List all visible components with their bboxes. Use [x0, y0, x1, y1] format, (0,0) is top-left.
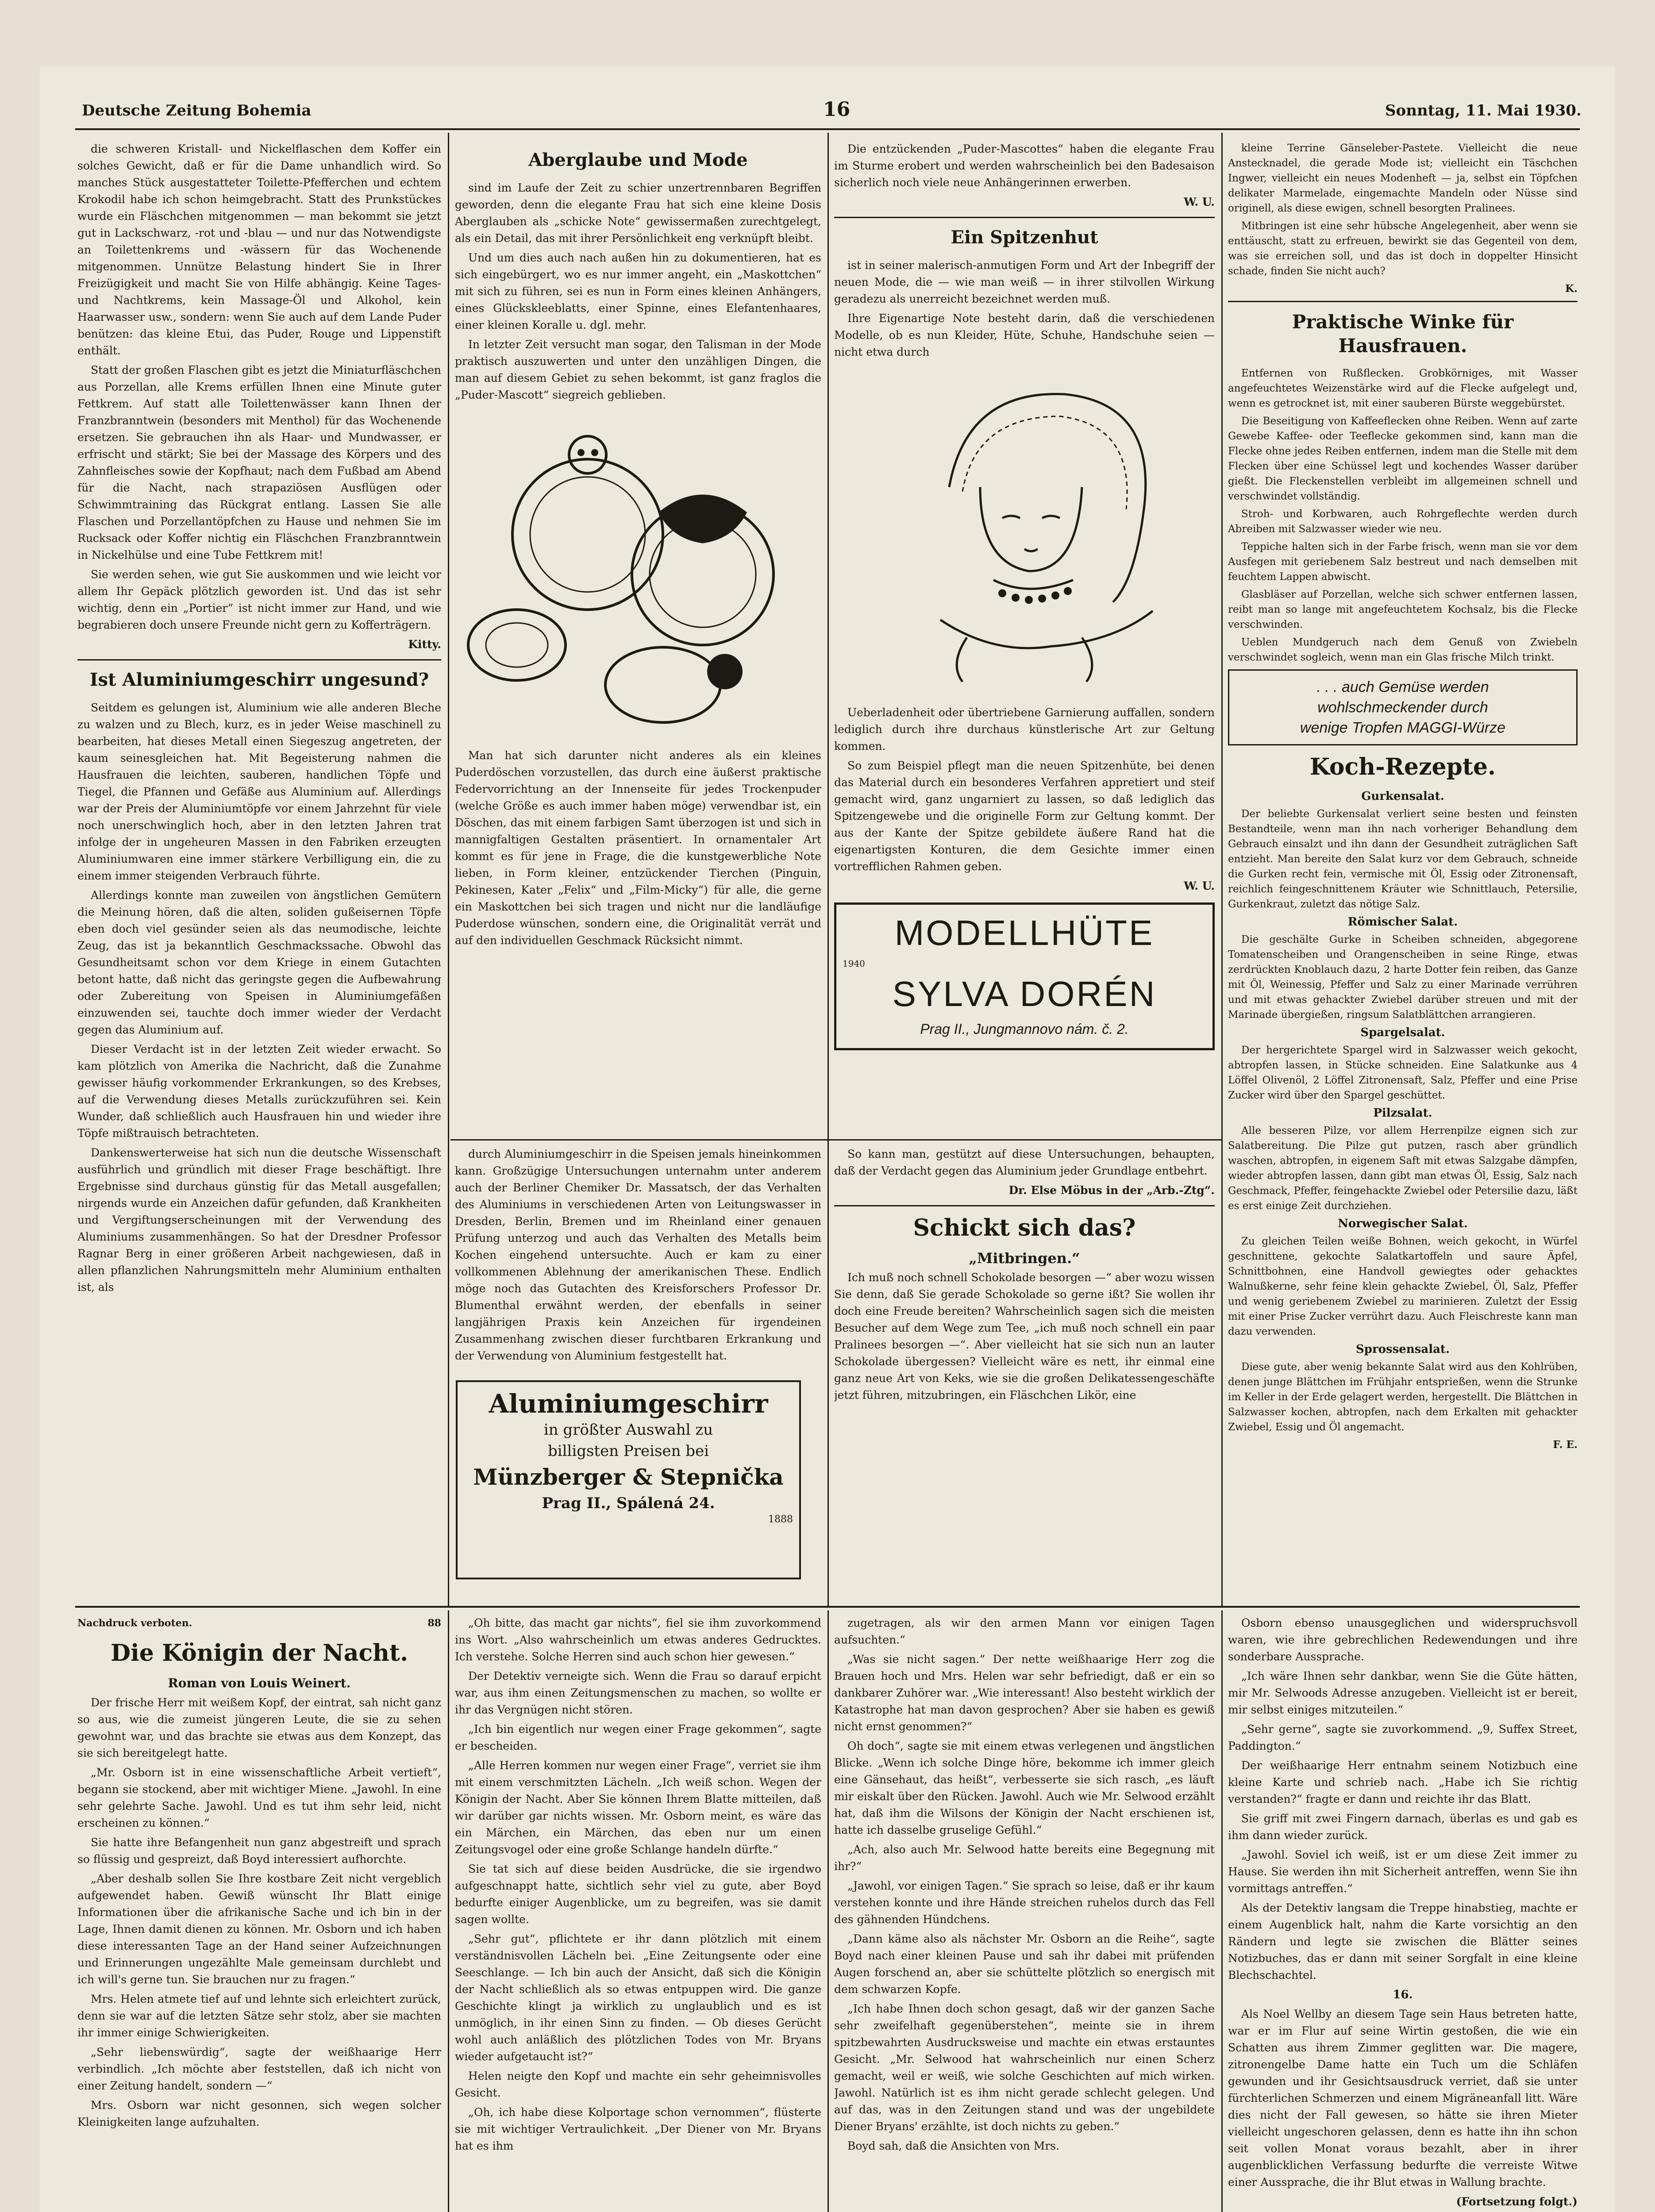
- paragraph: „Ich habe Ihnen doch schon gesagt, daß wir der ganzen Sache sehr zweifelhaft gegenüberstehen“, meinte sie in ihrem spitzbewahrten Ausdrucksweise und machte ein etwas erstauntes Gesicht. „Mr. Selwood hat wahrscheinlich nur einen Scherz gemacht, weil er weiß, wie solche Geschichten auf mich wirken. Jawohl. Natürlich ist es ihm nicht gerade schlecht gelegen. Und auf das, was in den Zeitungen stand und was der ungebildete Diener Bryans' erzählte, ist doch nichts zu geben.“: [834, 2002, 1215, 2133]
- recipe-text: Der hergerichtete Spargel wird in Salzwasser weich gekocht, abtropfen lassen, in Stücke schneiden. Eine Salatkunke aus 4 Löffel Olivenöl, 2 Löffel Zitronensaft, Salz, Pfeffer und eine Prise Zucker wird über den Spargel geschüttet.: [1228, 1045, 1578, 1101]
- article-title-spitzenhut: Ein Spitzenhut: [951, 227, 1098, 248]
- article-title-aberglaube: Aberglaube und Mode: [528, 150, 748, 170]
- modellhute-advertisement: [834, 902, 1215, 1050]
- header-rule: [75, 128, 1580, 130]
- maggi-line: wenige Tropfen MAGGI-Würze: [1300, 719, 1506, 736]
- column-rule: [448, 133, 449, 1606]
- divider: [834, 1205, 1215, 1206]
- maggi-advertisement: [1228, 669, 1578, 745]
- signature: Kitty.: [408, 638, 441, 651]
- ad-line: in größter Auswahl zu: [543, 1421, 713, 1439]
- paragraph: Die entzückenden „Puder-Mascottes“ haben die elegante Frau im Sturme erobert und werden wahrscheinlich bei den Badesaison sicherlich noch viele neue Anhängerinnen erwerben.: [834, 142, 1215, 189]
- novel-column-2: [455, 1615, 821, 2212]
- installment-number: 88: [427, 1617, 441, 1629]
- paragraph: Ihre Eigenartige Note besteht darin, daß die verschiedenen Modelle, ob es nun Kleider, Hüte, Schuhe, Handschuhe seien — nicht etwa durch: [834, 312, 1215, 358]
- paragraph: Sie werden sehen, wie gut Sie auskommen und wie leicht vor allem Ihr Gepäck plötzlich geworden ist. Und das ist sehr wichtig, denn ein „Portier“ ist nicht immer zur Hand, und wie begrabieren doch unsere Freunde nicht gern zu Kofferträgern.: [77, 568, 441, 631]
- paragraph: „Jawohl, vor einigen Tagen.“ Sie sprach so leise, daß er ihr kaum verstehen konnte und ihre Hände streichen ruhelos durch das Fell des gähnenden Hündchens.: [834, 1879, 1215, 1926]
- paragraph: Ich muß noch schnell Schokolade besorgen —“ aber wozu wissen Sie denn, daß Sie gerade Schokolade so gerne ißt? Sie wollen ihr doch eine Freude bereiten? Wahrscheinlich sagen sich die meisten Besucher auf dem Wege zum Tee, „ich muß noch schnell ein paar Pralinees besorgen —“. Aber vielleicht hat sie sich nun an lauter Schokolade übergessen? Vielleicht wäre es nett, ihr einmal eine ganz neue Art von Keks, wie sie die großen Delikatessengeschäfte jetzt führen, mitzubringen, ein Fläschchen Likör, eine: [834, 1271, 1215, 1402]
- paragraph: „Oh, ich habe diese Kolportage schon vernommen“, flüsterte sie mit wichtiger Vertraulichkeit. „Der Diener von Mr. Bryans hat es ihm: [455, 2106, 821, 2152]
- paragraph: „Sehr gerne“, sagte sie zuvorkommend. „9, Suffex Street, Paddington.“: [1228, 1723, 1578, 1752]
- novel-title: Die Königin der Nacht.: [110, 1640, 408, 1667]
- signature: K.: [1565, 283, 1578, 295]
- paragraph: Allerdings konnte man zuweilen von ängstlichen Gemütern die Meinung hören, daß die alten, soliden gußeisernen Töpfe eben doch viel gesünder seien als das neumodische, leichte Zeug, das ist ja bekanntlich Geschmackssache. Obwohl das Gesundheitsamt schon vor dem Kriege in einem Gutachten betont hatte, daß nicht das geringste gegen die Aufbewahrung oder Zubereitung von Speisen in Aluminiumgefäßen einzuwenden sei, tauchte doch immer wieder der Verdacht gegen das Aluminium auf.: [77, 889, 441, 1036]
- article-title-schickt: Schickt sich das?: [913, 1214, 1136, 1241]
- paragraph: Osborn ebenso unausgeglichen und widerspruchsvoll waren, wie ihre gebrechlichen Redewendungen und ihre sonderbare Aussprache.: [1228, 1617, 1578, 1663]
- recipe-text: Der beliebte Gurkensalat verliert seine besten und feinsten Bestandteile, wenn man ihn nach vorheriger Behandlung dem Gebrauch einsalzt und ihn dann der Gesundheit zuträglichen Saft entzieht. Man bereite den Salat kurz vor dem Gebrauch, schneide die Gurken recht fein, vermische mit Öl, Essig oder Zitronensaft, reichlich feingeschnittenem Kräuter wie Schnittlauch, Petersilie, Gurkenkraut, zuletzt das nötige Salz.: [1228, 808, 1578, 910]
- signature: Dr. Else Möbus in der „Arb.-Ztg“.: [1008, 1184, 1215, 1197]
- maggi-line: wohlschmeckender durch: [1317, 699, 1488, 716]
- paragraph: Mrs. Osborn war nicht gesonnen, sich wegen solcher Kleinigkeiten lange aufzuhalten.: [77, 2099, 441, 2128]
- continuation-note: (Fortsetzung folgt.): [1456, 2195, 1578, 2208]
- article-subtitle: „Mitbringen.“: [969, 1250, 1080, 1267]
- paragraph: Mrs. Helen atmete tief auf und lehnte sich erleichtert zurück, denn sie war auf die letzten Sätze sehr stolz, aber sie machten ihr immer einige Schwierigkeiten.: [77, 1993, 441, 2039]
- recipe-name: Pilzsalat.: [1373, 1106, 1432, 1120]
- page-number: 16: [823, 98, 851, 121]
- recipe-text: Zu gleichen Teilen weiße Bohnen, weich gekocht, in Würfel geschnittene, gekochte Salatkartoffeln und saure Äpfel, Schnittbohnen, eine Handvoll gewiegtes oder gehacktes Walnußkerne, sehr feine klein gehackte Zwiebel, Öl, Salz, Pfeffer und wenig geriebenem Zwiebel zu marinieren. Zuletzt der Essig mit einer Prise Zucker verrührt dazu. Auch Fleischreste kann man dazu verwenden.: [1228, 1236, 1578, 1337]
- recipe-name: Gurkensalat.: [1361, 790, 1444, 803]
- paragraph: Mitbringen ist eine sehr hübsche Angelegenheit, aber wenn sie enttäuscht, statt zu erfreuen, bewirkt sie das Gegenteil von dem, was sie erreichen soll, und das ist doch in doppelter Hinsicht schade, finden Sie nicht auch?: [1228, 220, 1578, 277]
- signature: W. U.: [1184, 196, 1215, 208]
- paragraph: zugetragen, als wir den armen Mann vor einigen Tagen aufsuchten.“: [834, 1617, 1215, 1646]
- paragraph: So zum Beispiel pflegt man die neuen Spitzenhüte, bei denen das Material durch ein besonderes Verfahren appretiert und steif gemacht wird, ganz ungarniert zu lassen, so daß lediglich das Spitzengewebe und die originelle Form zur Geltung kommt. Der aus der Kante der Spitze gebildete äußere Rand hat die eigenartigsten Konturen, die dem Gesichte immer einen vortrefflichen Rahmen geben.: [834, 759, 1215, 873]
- paragraph: sind im Laufe der Zeit zu schier unzertrennbaren Begriffen geworden, denn die elegante Frau hat sich eine kleine Dosis Aberglauben als „schicke Note“ gewissermaßen zurechtgelegt, als ein Detail, das mit ihrer Persönlichkeit eng verknüpft bleibt.: [455, 181, 821, 245]
- recipe-text: Diese gute, aber wenig bekannte Salat wird aus den Kohlrüben, denen junge Blättchen im Frühjahr entsprießen, wenn die Strunke im Keller in der Erde gelagert werden, hergestellt. Die Blättchen in Salzwasser kochen, abtropfen, nach dem Erkalten mit gehackter Zwiebel, Essig und Öl angemacht.: [1228, 1361, 1578, 1433]
- column-rule: [1221, 1610, 1223, 2212]
- recipe-name: Römischer Salat.: [1347, 915, 1458, 929]
- novel-column-4: [1228, 1615, 1578, 2212]
- column-3: [834, 141, 1215, 1134]
- article-title-aluminium: Ist Aluminiumgeschirr ungesund?: [89, 669, 429, 690]
- paragraph: „Dann käme also als nächster Mr. Osborn an die Reihe“, sagte Boyd nach einer kleinen Pause und sah ihr dabei mit prüfenden Augen forschend an, aber sie schüttelte plötzlich so energisch mit dem schwarzen Kopfe.: [834, 1932, 1215, 1996]
- aluminium-continuation: [455, 1146, 821, 1411]
- reprint-notice: Nachdruck verboten.: [77, 1617, 192, 1629]
- paragraph: die schweren Kristall- und Nickelflaschen dem Koffer ein solches Gewicht, daß er für die Dame unhandlich wird. So manches Stück ausgestatteter Toilette-Pfefferchen und echtem Krokodil habe ich schon heimgebracht. Statt des Prunkstückes wurde ein Fläschchen mitgenommen — man bekommt sie jetzt gut in Lackschwarz, -rot und -blau — und nur das Notwendigste an Toilettenkrems und -wässern für das Wochenende mitgenommen. Unnütze Belastung hindert Sie in Ihrer Freizügigkeit und macht Sie von Hilfe abhängig. Keine Tages- und Nachtkrems, kein Massage-Öl und Alkohol, kein Haarwasser usw., sondern: wenn Sie auch auf dem Lande Puder benützen: das kleine Etui, das Puder, Rouge und Lippenstift enthält.: [77, 142, 441, 357]
- paragraph: durch Aluminiumgeschirr in die Speisen jemals hineinkommen kann. Großzügige Untersuchungen unternahm unter anderem auch der Berliner Chemiker Dr. Massatsch, der das Verhalten des Aluminiums in verschiedenen Arten von Leitungswasser in Dresden, Berlin, Bremen und im Rheinland einer genauen Prüfung unterzog und auch das Verhalten des Metalls beim Kochen eingehend untersuchte. Auch er kam zu einer vollkommenen Ablehnung der amerikanischen These. Endlich möge noch das Gutachten des Kreisforschers Professor Dr. Blumenthal erwähnt werden, der ebenfalls in seiner langjährigen Praxis kein Anzeichen für irgendeinen Zusammenhang zwischen dieser furchtbaren Erkrankung und der Verwendung von Aluminium festgestellt hat.: [455, 1148, 821, 1362]
- paragraph: Sie tat sich auf diese beiden Ausdrücke, die sie irgendwo aufgeschnappt hatte, sichtlich sehr viel zu gute, aber Boyd bedurfte einiger Augenblicke, um zu begreifen, was sie damit sagen wollte.: [455, 1863, 821, 1926]
- paragraph: Man hat sich darunter nicht anderes als ein kleines Puderdöschen vorzustellen, das durch eine äußerst praktische Federvorrichtung an der Innenseite für jedes Trockenpuder (welche Größe es auch immer haben möge) verwendbar ist, ein Döschen, das mit einem farbigen Samt überzogen ist und sich in mannigfaltigen Gestalten präsentiert. In ornamentaler Art kommt es für jene in Frage, die die kunstgewerbliche Note lieben, in Form kleiner, entzückender Tierchen (Pinguin, Pekinesen, Kater „Felix“ und „Film-Micky“) für alle, die gerne ein Maskottchen bei sich tragen und nicht nur die landläufige Puderdose wünschen, sondern eine, die Originalität verrät und auf den individuellen Geschmack Rücksicht nimmt.: [455, 749, 821, 947]
- novel-divider: [75, 1606, 1580, 1608]
- ad-address: Prag II., Spálená 24.: [542, 1494, 715, 1512]
- paragraph: „Alle Herren kommen nur wegen einer Frage“, verriet sie ihm mit einem verschmitzten Lächeln. „Ich weiß schon. Wegen der Königin der Nacht. Aber Sie können Ihrem Blatte mitteilen, daß wir darüber gar nichts wissen. Mr. Osborn meint, es wäre das ein Märchen, ein Märchen, das eben nur um einen Zeitungsvogel oder eine große Schlange handeln dürfte.“: [455, 1759, 821, 1856]
- paragraph: „Ich bin eigentlich nur wegen einer Frage gekommen“, sagte er bescheiden.: [455, 1723, 821, 1752]
- paragraph: „Sehr gut“, pflichtete er ihr dann plötzlich mit einem verständnisvollen Lächeln bei. „Eine Zeitungsente oder eine Seeschlange. — Ich bin auch der Ansicht, daß sich die Königin der Nacht schließlich als so etwas entpuppen wird. Die ganze Geschichte klingt ja wirklich zu unglaublich und es ist unmöglich, in ihr einen Sinn zu finden. — Ob dieses Gerücht wohl auch anläßlich des plötzlichen Todes von Mr. Bryans wieder aufgetaucht ist?“: [455, 1932, 821, 2063]
- divider: [77, 659, 441, 661]
- paragraph: ist in seiner malerisch-anmutigen Form und Art der Inbegriff der neuen Mode, die — wie man weiß — in ihrer stilvollen Wirkung geradezu als unerreicht bezeichnet werden muß.: [834, 259, 1215, 305]
- paragraph: Dankenswerterweise hat sich nun die deutsche Wissenschaft ausführlich und gründlich mit dieser Frage beschäftigt. Ihre Ergebnisse sind durchaus günstig für das Metall ausgefallen; nirgends wurde ein Anzeichen dafür gefunden, daß Krankheiten und Vergiftungserscheinungen mit der Verwendung des Aluminiums zusammenhängen. So hat der Dresdner Professor Ragnar Berg in einer größeren Arbeit nachgewiesen, daß in allen pflanzlichen Nahrungsmitteln mehr Aluminium enthalten ist, als: [77, 1146, 441, 1294]
- divider: [834, 217, 1215, 218]
- novel-column-3: [834, 1615, 1215, 2212]
- tip: Ueblen Mundgeruch nach dem Genuß von Zwiebeln verschwindet sogleich, wenn man ein Glas frische Milch trinkt.: [1228, 637, 1578, 663]
- column-1: [77, 141, 441, 1601]
- signature: F. E.: [1553, 1439, 1578, 1451]
- recipe-name: Sprossensalat.: [1356, 1343, 1450, 1356]
- paragraph: Der frische Herr mit weißem Kopf, der eintrat, sah nicht ganz so aus, wie die zumeist jüngeren Leute, die sie zu sehen gewohnt war, und das brachte sie etwas aus dem Konzept, das sie sich bereitgelegt hatte.: [77, 1696, 441, 1759]
- ad-headline: MODELLHÜTE: [894, 913, 1155, 952]
- ad-line: billigsten Preisen bei: [547, 1442, 709, 1460]
- paragraph: „Was sie nicht sagen.“ Der nette weißhaarige Herr zog die Brauen hoch und Mrs. Helen war sehr befriedigt, daß er ein so dankbarer Zuhörer war. „Wie interessant! Also besteht wirklich der Katastrophe hat man davon gesprochen? Aber sie haben es gewiß nicht ernst genommen?“: [834, 1653, 1215, 1733]
- paragraph: kleine Terrine Gänseleber-Pastete. Vielleicht die neue Anstecknadel, die gerade Mode ist; vielleicht ein Täschchen Ingwer, vielleicht ein neues Modenheft — ja, selbst ein Töpfchen delikater Marmelade, eingemachte Mandeln oder Nüsse sind originell, als diese ewigen, schnell besorgten Pralinees.: [1228, 142, 1578, 214]
- article-title-winke: Praktische Winke für Hausfrauen.: [1292, 311, 1514, 357]
- paragraph: Boyd sah, daß die Ansichten von Mrs.: [847, 2139, 1060, 2152]
- column-rule: [1221, 133, 1223, 1606]
- paragraph: Ueberladenheit oder übertriebene Garnierung auffallen, sondern lediglich durch ihre durchaus künstlerische Art zur Geltung kommen.: [834, 706, 1215, 753]
- paragraph: So kann man, gestützt auf diese Untersuchungen, behaupten, daß der Verdacht gegen das Aluminium jeder Grundlage entbehrt.: [834, 1148, 1215, 1177]
- paragraph: Statt der großen Flaschen gibt es jetzt die Miniaturfläschchen aus Porzellan, alle Krems erfüllen Ihnen eine Minute guter Fettkrem. Auf statt alle Toilettenwässer kann Ihnen der Franzbranntwein (besonders mit Menthol) für das Wochenende ersetzen. Sie gebrauchen ihn als Haar- und Mundwasser, er erfrischt und stärkt; Sie bei der Massage des Körpers und des Zahnfleisches sowie der Kopfhaut; nach dem Fußbad am Abend für die Nacht, nach strapaziösen Ausflügen oder Schwimmtraining das Rückgrat entlang. Lassen Sie alle Flaschen und Porzellantöpfchen zu Hause und nehmen Sie im Rucksack oder Koffer nichtig ein Fläschchen Franzbranntwein in Nickelhülse und eine Tube Fettkrem mit!: [77, 364, 441, 561]
- paragraph: Sie griff mit zwei Fingern darnach, überlas es und gab es ihm dann wieder zurück.: [1228, 1812, 1578, 1842]
- maggi-line: . . . auch Gemüse werden: [1316, 679, 1489, 695]
- column-3-lower: [834, 1146, 1215, 1601]
- paragraph: Helen neigte den Kopf und machte ein sehr geheimnisvolles Gesicht.: [455, 2070, 821, 2099]
- column-2: [455, 141, 821, 1134]
- paragraph: In letzter Zeit versucht man sogar, den Talisman in der Mode praktisch auszuwerten und unter den unzähligen Dingen, die man auf diesem Gebiet zu sehen bekommt, ist ganz fraglos die „Puder-Mascott“ siegreich geblieben.: [455, 338, 821, 401]
- paragraph: „Jawohl. Soviel ich weiß, ist er um diese Zeit immer zu Hause. Sie werden ihn mit Sicherheit antreffen, wenn Sie ihn vormittags antreffen.“: [1228, 1848, 1578, 1895]
- paragraph: Als Noel Wellby an diesem Tage sein Haus betreten hatte, war er im Flur auf seine Wirtin gestoßen, die wie ein Schatten aus ihrem Zimmer geglitten war. Die magere, zitronengelbe Dame hatte ein Tuch um die Schläfen gewunden und ihr Gesichtsausdruck verriet, daß sie unter fürchterlichen Schmerzen und einem Migräneanfall litt. Wäre dies nicht der Fall gewesen, so hätte sie ihren Mieter vielleicht ungeschoren gelassen, denn es hatte ihn ihn schon seit vollen Monat voraus bezahlt, aber in ihrer augenblicklichen Verfassung bedurfte die verreiste Witwe einer Aussprache, die ihr Blut etwas in Wallung brachte.: [1228, 2008, 1578, 2189]
- column-rule: [448, 1610, 449, 2212]
- tip: Stroh- und Korbwaren, auch Rohrgeflechte werden durch Abreiben mit Salzwasser wieder wie neu.: [1228, 508, 1578, 535]
- column-4: [1228, 141, 1578, 1601]
- divider: [1228, 301, 1578, 302]
- paragraph: „Ich wäre Ihnen sehr dankbar, wenn Sie die Güte hätten, mir Mr. Selwoods Adresse anzugeben. Vielleicht ist er bereit, mir selbst einiges mitzuteilen.“: [1228, 1670, 1578, 1716]
- lace-hat-illustration: [834, 372, 1215, 691]
- paragraph: Seitdem es gelungen ist, Aluminium wie alle anderen Bleche zu walzen und zu Blech, kurz, es in jeder Weise maschinell zu bearbeiten, hat dieses Metall einen Siegeszug angetreten, der kaum seinesgleichen hat. Mit Begeisterung nahmen die Hausfrauen die leichten, sauberen, handlichen Töpfe und Tiegel, die Pfannen und Gefäße aus Aluminium auf. Allerdings war der Preis der Aluminiumtöpfe vor einem Jahrzehnt für viele noch unerschwinglich hoch, aber in den letzten Jahren trat infolge der in ungeheuren Massen in den Fabriken erzeugten Aluminiumwaren eine immer stärkere Verbilligung ein, die zu einem immer steigenden Verbrauch führte.: [77, 701, 441, 882]
- aluminium-advertisement: [456, 1380, 801, 1579]
- tip: Die Beseitigung von Kaffeeflecken ohne Reiben. Wenn auf zarte Gewebe Kaffee- oder Teeflecke gekommen sind, kann man die Flecke ohne jedes Reiben entfernen, indem man die Stelle mit dem Flecken über eine Schüssel legt und kochendes Wasser darüber gießt. Die Fleckenstellen verbleibt im allgemeinen schnell und verschwindet vollständig.: [1228, 415, 1578, 502]
- paragraph: „Mr. Osborn ist in eine wissenschaftliche Arbeit vertieft“, begann sie stockend, aber mit wichtiger Miene. „Jawohl. In eine sehr gelehrte Sache. Jawohl. Und es tut ihm sehr leid, nicht erscheinen zu können.“: [77, 1766, 441, 1829]
- masthead-left: Deutsche Zeitung Bohemia: [82, 102, 312, 119]
- signature: W. U.: [1184, 879, 1215, 892]
- column-rule: [828, 1610, 829, 2212]
- ad-code: 1888: [768, 1514, 793, 1525]
- article-title-rezepte: Koch-Rezepte.: [1309, 753, 1496, 780]
- paragraph: Und um dies auch nach außen hin zu dokumentieren, hat es sich eingebürgert, wo es nur immer angeht, ein „Maskottchen“ mit sich zu führen, sei es nun in Form eines kleinen Anhängers, eines Glückskleeblatts, einer Spinne, eines Elefantenhaares, einer kleinen Koralle u. dgl. mehr.: [455, 251, 821, 331]
- column-rule: [828, 133, 829, 1606]
- paragraph: Sie hatte ihre Befangenheit nun ganz abgestreift und sprach so flüssig und gespreizt, daß Boyd interessiert aufhorchte.: [77, 1836, 441, 1866]
- recipe-name: Norwegischer Salat.: [1338, 1217, 1468, 1230]
- paragraph: Der weißhaarige Herr entnahm seinem Notizbuch eine kleine Karte und schrieb nach. „Habe ich Sie richtig verstanden?“ fragte er dann und reichte ihr das Blatt.: [1228, 1759, 1578, 1805]
- chapter-number: 16.: [1393, 1988, 1413, 2001]
- paragraph: „Aber deshalb sollen Sie Ihre kostbare Zeit nicht vergeblich aufgewendet haben. Gewiß wünscht Ihr Blatt einige Informationen über die afrikanische Sache und ich bin in der Lage, Ihnen damit dienen zu können. Mr. Osborn und ich haben diese interessanten Tage an der Hand seiner Aufzeichnungen und Erinnerungen ungezählte Male gemeinsam durchlebt und ich will's gerne tun. Sie brauchen nur zu fragen.“: [77, 1872, 441, 1986]
- paragraph: „Oh bitte, das macht gar nichts“, fiel sie ihm zuvorkommend ins Wort. „Also wahrscheinlich um etwas anderes Gedrucktes. Ich verstehe. Solche Herren sind auch schon hier gewesen.“: [455, 1617, 821, 1663]
- paragraph: „Ach, also auch Mr. Selwood hatte bereits eine Begegnung mit ihr?“: [834, 1843, 1215, 1873]
- paragraph: Oh doch“, sagte sie mit einem etwas verlegenen und ängstlichen Blicke. „Wenn ich solche Dinge höre, bekomme ich immer gleich eine Gänsehaut, das heißt“, verbesserte sie sich rasch, „es läuft mir eiskalt über den Rücken. Jawohl. Auch wie Mr. Selwood erzählt hat, daß ihm die Wilsons der Königin der Nacht erschienen ist, hatte ich dasselbe gruselige Gefühl.“: [834, 1740, 1215, 1836]
- tip: Glasbläser auf Porzellan, welche sich schwer entfernen lassen, reibt man so lange mit angefeuchtetem Kochsalz, bis die Flecke verschwinden.: [1228, 589, 1578, 630]
- ad-code: 1940: [843, 958, 865, 969]
- recipe-text: Alle besseren Pilze, vor allem Herrenpilze eignen sich zur Salatbereitung. Die Pilze gut putzen, rasch aber gründlich waschen, abtropfen, in eigenem Saft mit etwas Salzgabe dämpfen, wieder abtropfen lassen, dann gibt man etwas Öl, Essig, Salz nach Geschmack, Pfeffer, feingehackte Zwiebel oder Petersilie dazu, läßt es erst einige Zeit durchziehen.: [1228, 1125, 1578, 1212]
- recipe-name: Spargelsalat.: [1360, 1026, 1445, 1039]
- paragraph: Dieser Verdacht ist in der letzten Zeit wieder erwacht. So kam plötzlich von Amerika die Nachricht, daß die Zunahme gewisser häufig vorkommender Erkrankungen, so des Krebses, auf die Verwendung dieses Metalls zurückzuführen sei. Kein Wunder, daß schließlich auch Hausfrauen hin und wieder ihre Töpfe mißtrauisch betrachteten.: [77, 1043, 441, 1140]
- ad-firm: Münzberger & Stepnička: [473, 1464, 784, 1490]
- ad-address: Prag II., Jungmannovo nám. č. 2.: [920, 1021, 1129, 1037]
- paragraph: „Sehr liebenswürdig“, sagte der weißhaarige Herr verbindlich. „Ich möchte aber feststellen, daß ich nicht von einer Zeitung handelt, sondern —“: [77, 2046, 441, 2092]
- ad-headline: Aluminiumgeschirr: [489, 1389, 768, 1419]
- paragraph: Der Detektiv verneigte sich. Wenn die Frau so darauf erpicht war, aus ihm einen Zeitungsmenschen zu machen, so wollte er ihr das Vergnügen nicht stören.: [455, 1670, 821, 1716]
- recipe-text: Die geschälte Gurke in Scheiben schneiden, abgegorene Tomatenscheiben und Orangenscheiben in seine Ringe, etwas zerdrückten Knoblauch dazu, 2 harte Dotter fein reiben, das Ganze mit Öl, Weinessig, Pfeffer und Salz zu einer Marinade verrühren und mit etwas gehackter Zwiebel darüber streuen und mit der Marinade übergießen, ringsum Salatblättchen arrangieren.: [1228, 934, 1578, 1021]
- paragraph: Als der Detektiv langsam die Treppe hinabstieg, machte er einem Augenblick halt, nahm die Karte vorsichtig an den Rändern und legte sie zwischen die Blätter seines Notizbuches, das er dann mit seiner Sorgfalt in eine kleine Blechschachtel.: [1228, 1901, 1578, 1982]
- section-rule: [450, 1139, 1221, 1141]
- novel-column-1: [77, 1615, 441, 2212]
- tip: Teppiche halten sich in der Farbe frisch, wenn man sie vor dem Ausfegen mit geriebenem Salz bestreut und nach demselben mit feuchtem Lappen abwischt.: [1228, 541, 1578, 583]
- masthead-date: Sonntag, 11. Mai 1930.: [1385, 102, 1582, 119]
- powder-mascot-illustration: [455, 415, 818, 733]
- ad-firm: SYLVA DORÉN: [892, 974, 1157, 1014]
- novel-byline: Roman von Louis Weinert.: [168, 1676, 351, 1690]
- tip: Entfernen von Rußflecken. Grobkörniges, mit Wasser angefeuchtetes Weizenstärke wird auf die Flecke aufgelegt und, wenn es getrocknet ist, mit einer sauberen Bürste weggebürstet.: [1228, 368, 1578, 409]
